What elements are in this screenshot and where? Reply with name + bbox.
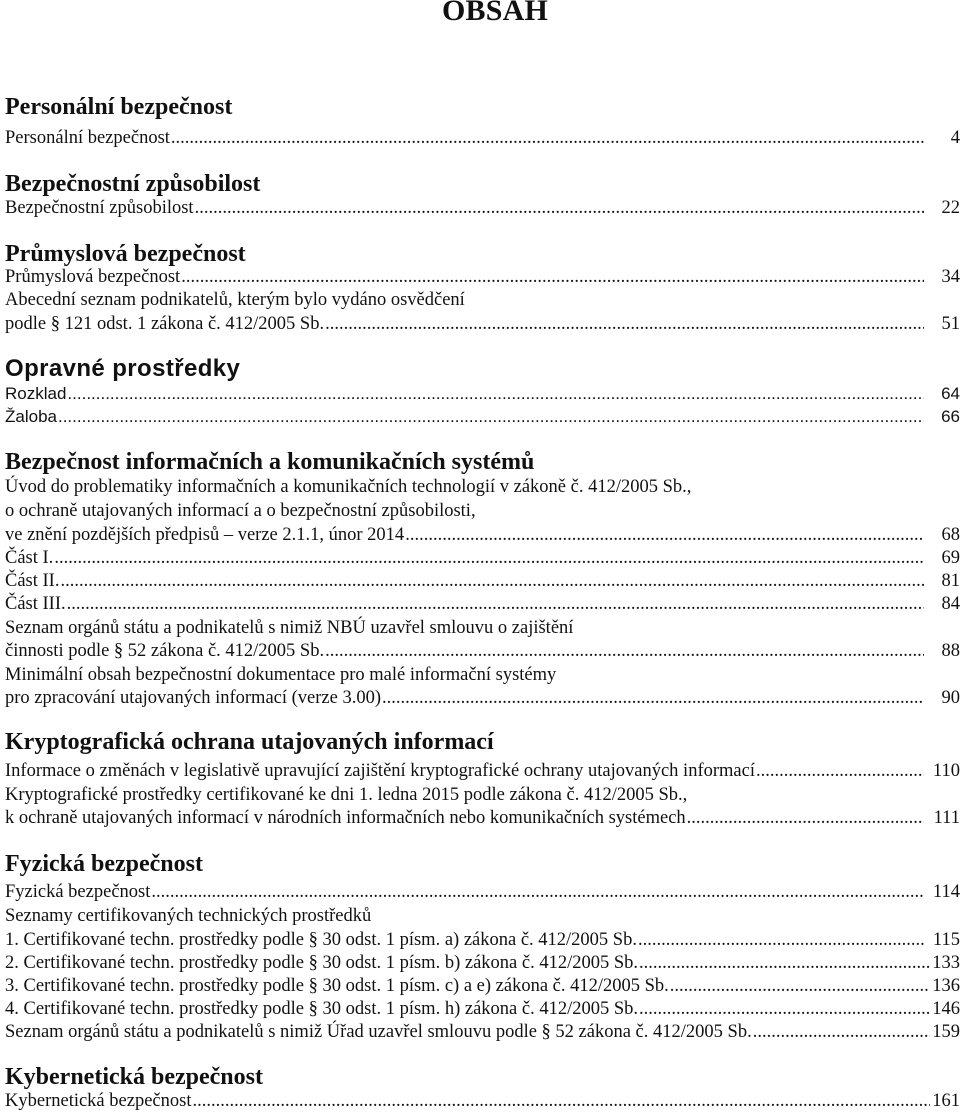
entry-page: 136 (932, 976, 960, 996)
dot-leader (195, 197, 924, 220)
dot-leader (67, 593, 924, 616)
section-heading-personalni[interactable]: Personální bezpečnost (5, 94, 233, 120)
dot-leader (753, 1021, 930, 1044)
entry-text: 3. Certifikované techn. prostředky podle § 30 odst. 1 písm. c) a e) zákona č. 412/2005 Sb. (5, 976, 669, 996)
toc-entry[interactable] (5, 1021, 960, 1044)
entry-page: 161 (932, 1091, 960, 1111)
entry-text: Seznam orgánů státu a podnikatelů s nimiž NBÚ uzavřel smlouvu o zajištění (5, 618, 574, 638)
toc-entry[interactable] (5, 547, 960, 570)
toc-entry-text-only (5, 500, 960, 523)
dot-leader (325, 640, 924, 663)
entry-text: Žaloba (5, 407, 57, 426)
dot-leader (171, 127, 924, 150)
entry-page: 84 (941, 594, 960, 614)
toc-entry-text-only (5, 905, 960, 928)
dot-leader (756, 760, 924, 783)
page-title: OBSAH (441, 0, 549, 27)
entry-page: 111 (933, 808, 960, 828)
entry-page: 90 (941, 688, 960, 708)
dot-leader (54, 547, 924, 570)
dot-leader (639, 998, 930, 1021)
entry-text: Personální bezpečnost (5, 128, 170, 148)
entry-page: 110 (932, 761, 960, 781)
section-heading-fyzicka[interactable]: Fyzická bezpečnost (5, 851, 203, 877)
dot-leader (638, 929, 924, 952)
toc-entry[interactable] (5, 570, 960, 593)
entry-page: 115 (932, 930, 960, 950)
toc-entry-text-only (5, 784, 960, 807)
dot-leader (58, 405, 924, 428)
dot-leader (405, 524, 924, 547)
toc-entry[interactable] (5, 593, 960, 616)
dot-leader (192, 1090, 930, 1113)
toc-entry[interactable] (5, 382, 960, 405)
section-heading-kyberneticka[interactable]: Kybernetická bezpečnost (5, 1064, 263, 1090)
entry-text: Informace o změnách v legislativě upravující zajištění kryptografické ochrany utajovaných informací (5, 761, 755, 781)
toc-entry[interactable] (5, 266, 960, 289)
toc-entry[interactable] (5, 952, 960, 975)
entry-text: Abecední seznam podnikatelů, kterým bylo vydáno osvědčení (5, 290, 465, 310)
dot-leader (181, 266, 924, 289)
toc-entry[interactable] (5, 807, 960, 830)
toc-entry-text-only (5, 476, 960, 499)
dot-leader (60, 570, 924, 593)
entry-text: podle § 121 odst. 1 zákona č. 412/2005 Sb. (5, 314, 325, 334)
entry-text: Část III. (5, 594, 66, 614)
dot-leader (639, 952, 930, 975)
entry-text: Rozklad (5, 384, 67, 403)
entry-text: pro zpracování utajovaných informací (verze 3.00) (5, 688, 381, 708)
toc-entry-text-only (5, 664, 960, 687)
toc-entry[interactable] (5, 127, 960, 150)
dot-leader (670, 975, 930, 998)
entry-page: 22 (941, 198, 960, 218)
entry-page: 68 (941, 525, 960, 545)
section-heading-iks[interactable]: Bezpečnost informačních a komunikačních systémů (5, 449, 535, 475)
entry-text: 4. Certifikované techn. prostředky podle § 30 odst. 1 písm. h) zákona č. 412/2005 Sb. (5, 999, 639, 1019)
toc-entry[interactable] (5, 760, 960, 783)
dot-leader (687, 807, 924, 830)
section-heading-kryptograficka[interactable]: Kryptografická ochrana utajovaných informací (5, 729, 494, 755)
entry-text: Bezpečnostní způsobilost (5, 198, 194, 218)
section-heading-opravne[interactable]: Opravné prostředky (5, 355, 241, 382)
entry-text: Kybernetická bezpečnost (5, 1091, 192, 1111)
entry-text: Seznamy certifikovaných technických prostředků (5, 906, 372, 926)
section-heading-zpusobilost[interactable]: Bezpečnostní způsobilost (5, 171, 261, 197)
entry-page: 4 (950, 128, 960, 148)
entry-page: 69 (941, 548, 960, 568)
entry-text: Kryptografické prostředky certifikované ke dni 1. ledna 2015 podle zákona č. 412/2005 Sb., (5, 785, 688, 805)
entry-page: 81 (941, 571, 960, 591)
entry-page: 51 (941, 314, 960, 334)
dot-leader (67, 382, 924, 405)
toc-entry-text-only (5, 617, 960, 640)
toc-entry-text-only (5, 289, 960, 312)
entry-text: Úvod do problematiky informačních a komunikačních technologií v zákoně č. 412/2005 Sb., (5, 477, 692, 497)
entry-text: ve znění pozdějších předpisů – verze 2.1.1, únor 2014 (5, 525, 405, 545)
entry-text: 1. Certifikované techn. prostředky podle § 30 odst. 1 písm. a) zákona č. 412/2005 Sb. (5, 930, 637, 950)
dot-leader (151, 881, 924, 904)
toc-entry[interactable] (5, 687, 960, 710)
toc-entry[interactable] (5, 929, 960, 952)
toc-entry[interactable] (5, 405, 960, 428)
entry-page: 88 (941, 641, 960, 661)
entry-page: 66 (941, 407, 960, 426)
entry-text: k ochraně utajovaných informací v národních informačních nebo komunikačních systémech (5, 808, 686, 828)
entry-text: Průmyslová bezpečnost (5, 267, 181, 287)
toc-entry[interactable] (5, 313, 960, 336)
entry-text: 2. Certifikované techn. prostředky podle § 30 odst. 1 písm. b) zákona č. 412/2005 Sb. (5, 953, 639, 973)
entry-text: Fyzická bezpečnost (5, 882, 151, 902)
entry-text: Část II. (5, 571, 60, 591)
entry-page: 34 (941, 267, 960, 287)
entry-page: 133 (932, 953, 960, 973)
entry-page: 159 (932, 1022, 960, 1042)
entry-text: Seznam orgánů státu a podnikatelů s nimiž Úřad uzavřel smlouvu podle § 52 zákona č. 412/2005 Sb. (5, 1022, 752, 1042)
entry-text: Minimální obsah bezpečnostní dokumentace pro malé informační systémy (5, 665, 557, 685)
entry-text: činnosti podle § 52 zákona č. 412/2005 Sb. (5, 641, 325, 661)
toc-entry[interactable] (5, 197, 960, 220)
toc-entry[interactable] (5, 975, 960, 998)
dot-leader (325, 313, 924, 336)
section-heading-prumyslova[interactable]: Průmyslová bezpečnost (5, 241, 246, 267)
entry-text: Část I. (5, 548, 54, 568)
dot-leader (382, 687, 924, 710)
toc-entry[interactable] (5, 881, 960, 904)
toc-entry[interactable] (5, 640, 960, 663)
toc-entry[interactable] (5, 1090, 960, 1113)
entry-text: o ochraně utajovaných informací a o bezpečnostní způsobilosti, (5, 501, 476, 521)
toc-entry[interactable] (5, 998, 960, 1021)
entry-page: 146 (932, 999, 960, 1019)
entry-page: 114 (932, 882, 960, 902)
toc-entry[interactable] (5, 524, 960, 547)
entry-page: 64 (941, 384, 960, 403)
